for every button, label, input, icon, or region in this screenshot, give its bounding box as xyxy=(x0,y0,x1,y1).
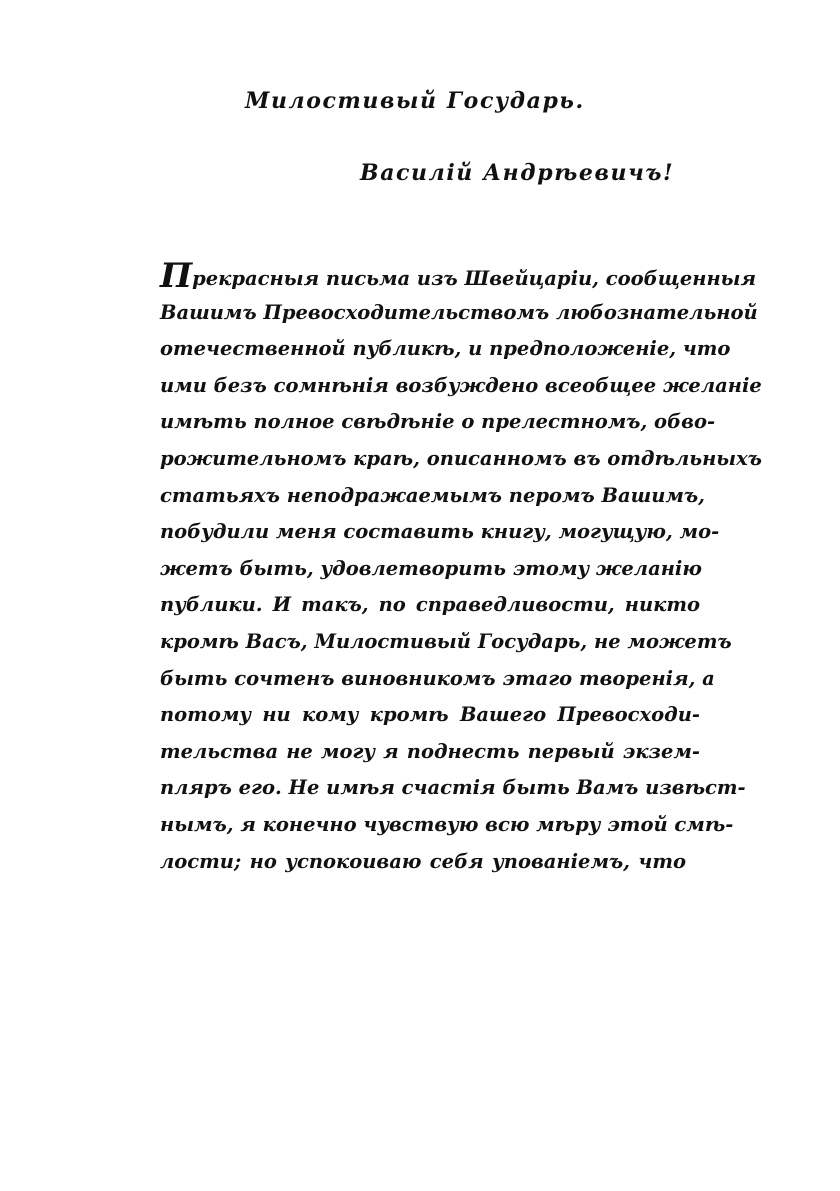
addressee: Василій Андрѣевичъ! xyxy=(360,160,675,186)
body-line xyxy=(160,256,757,296)
body-line: публики. И такъ, по справедливости, никто xyxy=(160,593,700,617)
body-line: лости; но успокоиваю себя упованіемъ, что xyxy=(160,849,686,873)
body-line: имѣть полное свѣдѣніе о прелестномъ, обво- xyxy=(160,410,716,434)
body-line: потому ни кому кромѣ Вашего Превосходи- xyxy=(160,703,700,727)
body-line: кромѣ Васъ, Милостивый Государь, не можетъ xyxy=(160,629,732,653)
body-line: статьяхъ неподражаемымъ перомъ Вашимъ, xyxy=(160,483,705,507)
body-line: быть сочтенъ виновникомъ этаго творенія, а xyxy=(160,666,715,690)
body-line: Вашимъ Превосходительствомъ любознательной xyxy=(160,300,758,324)
body-line: отечественной публикѣ, и предположеніе, что xyxy=(160,337,731,361)
body-line: пляръ его. Не имѣя счастія быть Вамъ извѣст- xyxy=(160,776,746,800)
body-line: тельства не могу я поднесть первый экзем- xyxy=(160,739,700,763)
body-line: нымъ, я конечно чувствую всю мѣру этой смѣ- xyxy=(160,812,734,836)
body-line: жетъ быть, удовлетворить этому желанію xyxy=(160,556,702,580)
letter-body xyxy=(160,256,762,880)
body-line: ими безъ сомнѣнія возбуждено всеобщее желаніе xyxy=(160,373,762,397)
drop-cap: П xyxy=(160,256,193,296)
body-line-text: рекрасныя письма изъ Швейцаріи, сообщенныя xyxy=(192,267,757,290)
body-line: рожительномъ краѣ, описанномъ въ отдѣльныхъ xyxy=(160,446,762,470)
salutation: Милостивый Государь. xyxy=(245,88,585,114)
body-line: побудили меня составить книгу, могущую, мо- xyxy=(160,520,720,544)
